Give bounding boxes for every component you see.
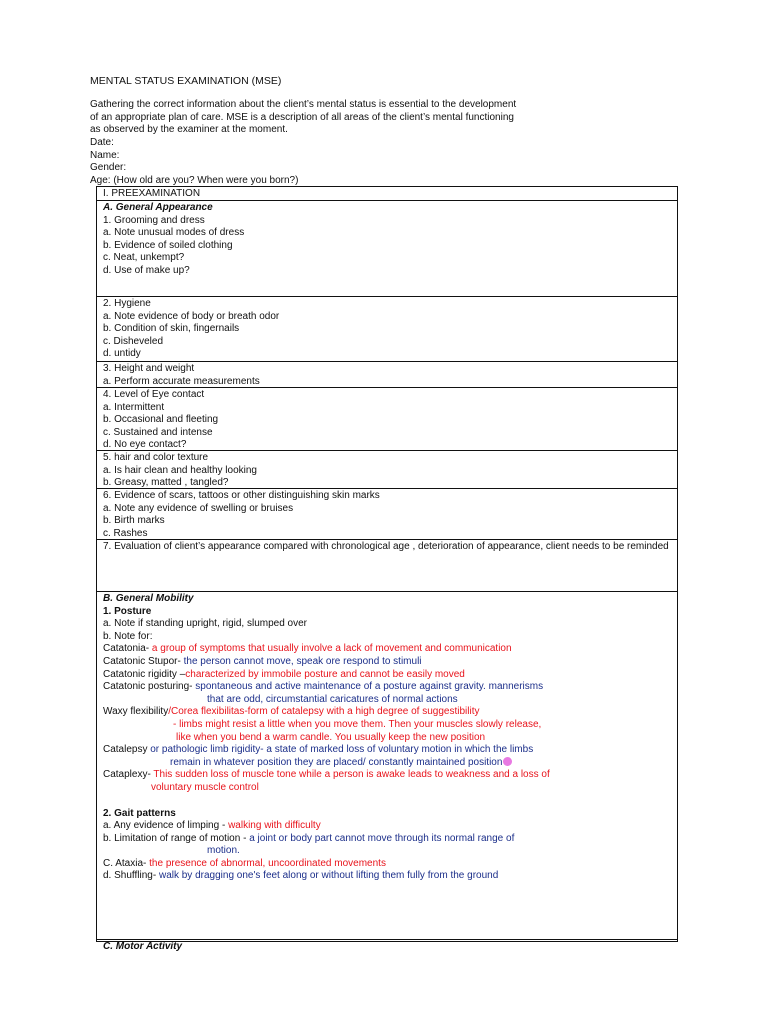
height-weight-item: a. Perform accurate measurements — [103, 375, 260, 387]
term: Catatonia- — [103, 643, 150, 655]
grooming-item: 1. Grooming and dress — [103, 214, 205, 226]
definition-continuation: motion. — [207, 845, 240, 857]
age-field: Age: (How old are you? When were you born?) — [90, 174, 299, 186]
evaluation-item: 7. Evaluation of client’s appearance compared with chronological age , deterioration of appearance, client needs to be reminded — [103, 541, 669, 552]
term: Waxy flexibility — [103, 706, 169, 718]
hair-item: 5. hair and color texture — [103, 452, 209, 463]
gait-item — [103, 870, 671, 883]
general-appearance-heading: A. General Appearance — [103, 202, 213, 213]
hygiene-cell — [97, 297, 677, 362]
hair-item: a. Is hair clean and healthy looking — [103, 464, 257, 476]
catatonic-stupor-entry — [103, 656, 671, 669]
definition: a joint or body part cannot move through its normal range of — [246, 832, 515, 844]
definition-continuation: - limbs might resist a little when you move them. Then your muscles slowly release, — [173, 718, 542, 730]
grooming-item: a. Note unusual modes of dress — [103, 227, 245, 239]
highlight-dot-icon — [503, 757, 512, 766]
term: d. Shuffling- — [103, 870, 157, 882]
intro-line: as observed by the examiner at the moment. — [90, 124, 288, 136]
intro-paragraph — [90, 99, 590, 137]
grooming-item: d. Use of make up? — [103, 264, 190, 276]
height-weight-cell — [97, 362, 677, 388]
eye-contact-item: 4. Level of Eye contact — [103, 389, 205, 400]
date-field: Date: — [90, 137, 114, 148]
definition: characterized by immobile posture and cannot be easily moved — [185, 668, 465, 680]
name-field: Name: — [90, 149, 120, 161]
definition: a group of symptoms that usually involve a lack of movement and communication — [149, 643, 512, 655]
examination-table — [96, 186, 678, 952]
gait-item — [103, 820, 671, 833]
term: a. Any evidence of limping - — [103, 820, 226, 832]
term: C. Ataxia- — [103, 857, 147, 869]
scars-item: b. Birth marks — [103, 515, 165, 527]
grooming-item: c. Neat, unkempt? — [103, 252, 185, 264]
posture-item: b. Note for: — [103, 630, 153, 642]
hygiene-item: d. untidy — [103, 348, 141, 360]
section-header: I. PREEXAMINATION — [103, 188, 201, 199]
general-mobility-heading: B. General Mobility — [103, 593, 194, 604]
catalepsy-entry — [103, 744, 671, 757]
intro-line: Gathering the correct information about the client’s mental status is essential to the development — [90, 99, 517, 110]
scars-item: c. Rashes — [103, 527, 148, 539]
definition-continuation: that are odd, circumstantial caricatures of normal actions — [207, 693, 458, 705]
posture-item: a. Note if standing upright, rigid, slumped over — [103, 618, 307, 630]
scars-item: a. Note any evidence of swelling or bruises — [103, 502, 294, 514]
scars-cell — [97, 489, 677, 540]
hygiene-item: b. Condition of skin, fingernails — [103, 323, 240, 335]
scars-item: 6. Evidence of scars, tattoos or other distinguishing skin marks — [103, 490, 380, 501]
document-title: MENTAL STATUS EXAMINATION (MSE) — [90, 75, 282, 87]
grooming-cell — [97, 201, 677, 297]
waxy-flexibility-entry — [103, 706, 671, 719]
term: Catatonic rigidity – — [103, 668, 186, 680]
grooming-item: b. Evidence of soiled clothing — [103, 239, 233, 251]
eye-contact-item: a. Intermittent — [103, 401, 165, 413]
definition: walk by dragging one's feet along or without lifting them fully from the ground — [156, 870, 499, 882]
client-info-fields — [90, 137, 298, 187]
term: Cataplexy- — [103, 769, 151, 781]
motor-activity-cell — [97, 940, 677, 954]
motor-activity-heading: C. Motor Activity — [103, 941, 183, 952]
cataplexy-entry — [103, 769, 671, 782]
gender-field: Gender: — [90, 162, 127, 174]
posture-heading: 1. Posture — [103, 605, 152, 617]
definition: walking with difficulty — [225, 820, 321, 832]
qualifier: or pathologic limb rigidity — [147, 744, 261, 756]
definition-continuation — [103, 757, 671, 770]
catatonia-entry — [103, 643, 671, 656]
term: Catatonic Stupor- — [103, 655, 181, 667]
term: b. Limitation of range of motion - — [103, 832, 247, 844]
definition: /Corea flexibilitas-form of catalepsy with a high degree of suggestibility — [168, 706, 480, 718]
catatonic-rigidity-entry — [103, 669, 671, 682]
hair-item: b. Greasy, matted , tangled? — [103, 477, 229, 489]
eye-contact-cell — [97, 388, 677, 451]
eye-contact-item: d. No eye contact? — [103, 439, 187, 451]
hygiene-item: 2. Hygiene — [103, 298, 151, 309]
section-header-row — [97, 187, 677, 201]
gait-heading: 2. Gait patterns — [103, 807, 176, 819]
hygiene-item: a. Note evidence of body or breath odor — [103, 310, 280, 322]
definition: - a state of marked loss of voluntary motion in which the limbs — [260, 744, 534, 756]
height-weight-item: 3. Height and weight — [103, 363, 195, 374]
definition-text: remain in whatever position they are placed/ constantly maintained position — [170, 756, 503, 768]
gait-item — [103, 833, 671, 846]
definition-continuation: like when you bend a warm candle. You usually keep the new position — [176, 731, 486, 743]
eye-contact-item: b. Occasional and fleeting — [103, 414, 219, 426]
hair-cell — [97, 451, 677, 489]
definition: This sudden loss of muscle tone while a person is awake leads to weakness and a loss of — [150, 769, 550, 781]
hygiene-item: c. Disheveled — [103, 335, 164, 347]
definition: spontaneous and active maintenance of a posture against gravity. mannerisms — [192, 681, 544, 693]
definition: the person cannot move, speak ore respond to stimuli — [180, 655, 422, 667]
intro-line: of an appropriate plan of care. MSE is a description of all areas of the client’s mental functioning — [90, 111, 514, 123]
gait-item — [103, 858, 671, 871]
eye-contact-item: c. Sustained and intense — [103, 426, 213, 438]
evaluation-cell — [97, 540, 677, 592]
definition-continuation: voluntary muscle control — [151, 781, 259, 793]
catatonic-posturing-entry — [103, 681, 671, 694]
term: Catatonic posturing- — [103, 681, 193, 693]
general-mobility-cell — [97, 592, 677, 940]
term: Catalepsy — [103, 744, 148, 756]
spacer — [103, 795, 671, 808]
definition: the presence of abnormal, uncoordinated movements — [146, 857, 386, 869]
